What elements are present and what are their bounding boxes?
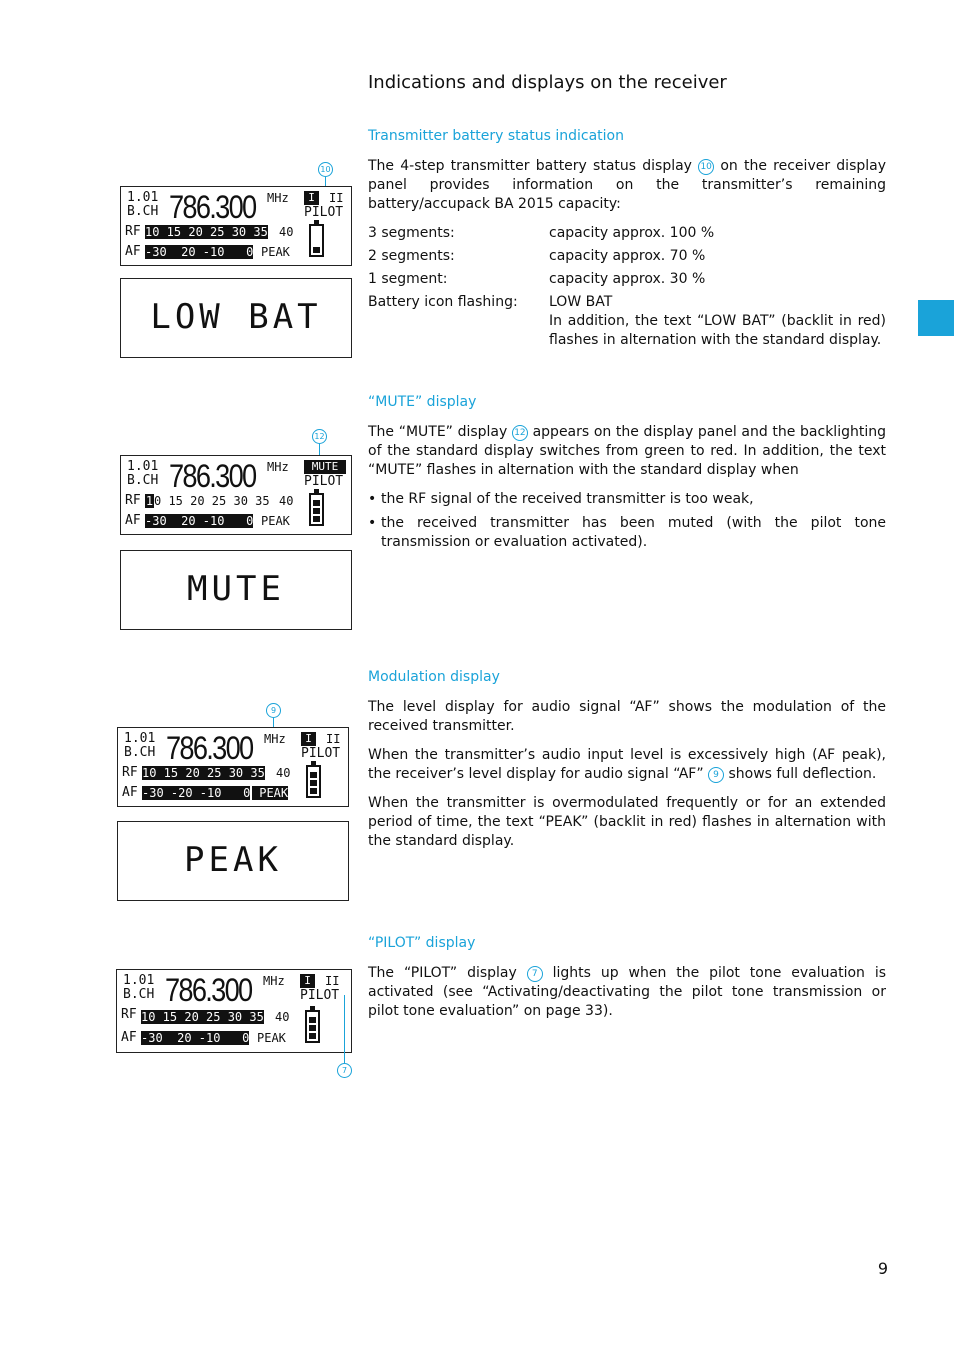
lcd-rf-scale: 0 15 20 25 30 35: [154, 494, 270, 508]
lcd-frequency: 786.300: [165, 972, 252, 1008]
lcd-rf-end: 40: [275, 1010, 290, 1024]
callout-12-number: 12: [312, 429, 327, 444]
pilot-section-title: “PILOT” display: [368, 935, 476, 951]
page-heading: Indications and displays on the receiver: [368, 72, 727, 93]
ref-7-icon: 7: [527, 966, 543, 982]
battery-icon: [306, 765, 321, 798]
lcd-rf-bar: 1: [145, 494, 154, 508]
lcd-af-bar-full: -30 -20 -10 0: [142, 786, 251, 800]
lcd-peak: PEAK: [257, 1031, 286, 1045]
battery-table: [368, 224, 886, 354]
lcd-rf-label: RF: [125, 493, 141, 508]
lcd-indicator-i: I: [300, 974, 315, 988]
page-number: 9: [877, 1259, 888, 1278]
lcd-pilot: PILOT: [304, 205, 344, 220]
lcd-unit: MHz: [267, 191, 289, 205]
lcd-standard-display-modulation: [117, 727, 349, 807]
lcd-rf-bar: 10 15 20 25 30 35: [142, 766, 265, 780]
callout-7-number: 7: [337, 1063, 352, 1078]
lcd-channel: 1.01 B.CH: [124, 731, 156, 760]
pilot-p1: The “PILOT” display 7 lights up when the pilot tone evaluation is activated (see “Activating/deactivating the pilot tone transmission or pilot tone evaluation” on page 33).: [368, 965, 886, 1019]
callout-9-number: 9: [266, 703, 281, 718]
lcd-low-bat-display: LOW BAT: [120, 278, 352, 358]
lcd-af-bar: -30 20 -10 0: [141, 1031, 250, 1045]
lcd-mute-display: MUTE: [120, 550, 352, 630]
table-row: 1 segment: capacity approx. 30 %: [368, 271, 706, 287]
lcd-frequency: 786.300: [169, 189, 256, 225]
ref-9-icon: 9: [708, 767, 724, 783]
modulation-p2: When the transmitter’s audio input level is excessively high (AF peak), the receiver’s level display for audio signal “AF” 9 shows full deflection.: [368, 747, 886, 782]
modulation-section-title: Modulation display: [368, 669, 500, 685]
modulation-p3: When the transmitter is overmodulated frequently or for an extended period of time, the text “PEAK” (backlit in red) flashes in alternation with the standard display.: [368, 795, 886, 849]
lcd-frequency: 786.300: [169, 458, 256, 494]
mute-bullets: [368, 490, 886, 557]
battery-section-title: Transmitter battery status indication: [368, 128, 624, 144]
lcd-pilot: PILOT: [304, 474, 344, 489]
lcd-indicator-ii: II: [329, 191, 344, 205]
lcd-frequency: 786.300: [166, 730, 253, 766]
lcd-indicator-i: I: [304, 191, 319, 205]
lcd-af-bar: -30 20 -10 0: [145, 245, 254, 259]
ref-10-icon: 10: [698, 159, 714, 175]
lcd-peak-inverted: PEAK: [252, 786, 289, 800]
lcd-rf-end: 40: [279, 225, 294, 239]
lcd-pilot: PILOT: [301, 746, 341, 761]
lcd-indicator-ii: II: [326, 732, 341, 746]
lcd-rf-label: RF: [121, 1007, 137, 1022]
lcd-standard-display-pilot: [116, 969, 352, 1053]
mute-intro: The “MUTE” display 12 appears on the display panel and the backlighting of the standard display switches from green to red. In addition, the text “MUTE” flashes in alternation with the standard display when: [368, 424, 886, 478]
lcd-standard-display-battery: [120, 186, 352, 266]
lcd-af-label: AF: [122, 785, 138, 800]
lcd-peak: PEAK: [261, 514, 290, 528]
lcd-af-bar: -30 20 -10 0: [145, 514, 254, 528]
lcd-pilot: PILOT: [300, 988, 340, 1003]
list-item: • the received transmitter has been muted (with the pilot tone transmission or evaluation activated).: [368, 514, 886, 552]
table-row: Battery icon flashing: LOW BAT In addition, the text “LOW BAT” (backlit in red) flashes in alternation with the standard display.: [368, 294, 886, 348]
lcd-indicator-ii: II: [325, 974, 340, 988]
lcd-indicator-i: I: [301, 732, 316, 746]
battery-icon: [309, 224, 324, 257]
lcd-unit: MHz: [267, 460, 289, 474]
lcd-af-label: AF: [121, 1030, 137, 1045]
lcd-channel: 1.01 B.CH: [127, 190, 159, 219]
mute-section-title: “MUTE” display: [368, 394, 477, 410]
lcd-peak-display: PEAK: [117, 821, 349, 901]
lcd-af-label: AF: [125, 244, 141, 259]
battery-intro: The 4-step transmitter battery status display 10 on the receiver display panel provides information on the transmitter’s remaining battery/accupack BA 2015 capacity:: [368, 158, 887, 212]
ref-12-icon: 12: [512, 425, 528, 441]
lcd-rf-end: 40: [276, 766, 291, 780]
lcd-af-label: AF: [125, 513, 141, 528]
lcd-rf-bar: 10 15 20 25 30 35: [141, 1010, 264, 1024]
lcd-rf-label: RF: [125, 224, 141, 239]
lcd-mute: MUTE: [304, 460, 346, 474]
lcd-channel: 1.01 B.CH: [127, 459, 159, 488]
chapter-tab: [918, 300, 954, 336]
lcd-unit: MHz: [264, 732, 286, 746]
table-row: 2 segments: capacity approx. 70 %: [368, 248, 706, 264]
list-item: • the RF signal of the received transmitter is too weak,: [368, 490, 886, 509]
lcd-peak: PEAK: [261, 245, 290, 259]
modulation-p1: The level display for audio signal “AF” shows the modulation of the received transmitter.: [368, 699, 886, 734]
lcd-rf-end: 40: [279, 494, 294, 508]
lcd-channel: 1.01 B.CH: [123, 973, 155, 1002]
table-row: 3 segments: capacity approx. 100 %: [368, 225, 715, 241]
lcd-rf-label: RF: [122, 765, 138, 780]
lcd-unit: MHz: [263, 974, 285, 988]
battery-icon: [305, 1010, 320, 1043]
battery-icon: [309, 493, 324, 526]
lcd-standard-display-mute: [120, 455, 352, 535]
lcd-rf-bar: 10 15 20 25 30 35: [145, 225, 268, 239]
callout-10-number: 10: [318, 162, 333, 177]
